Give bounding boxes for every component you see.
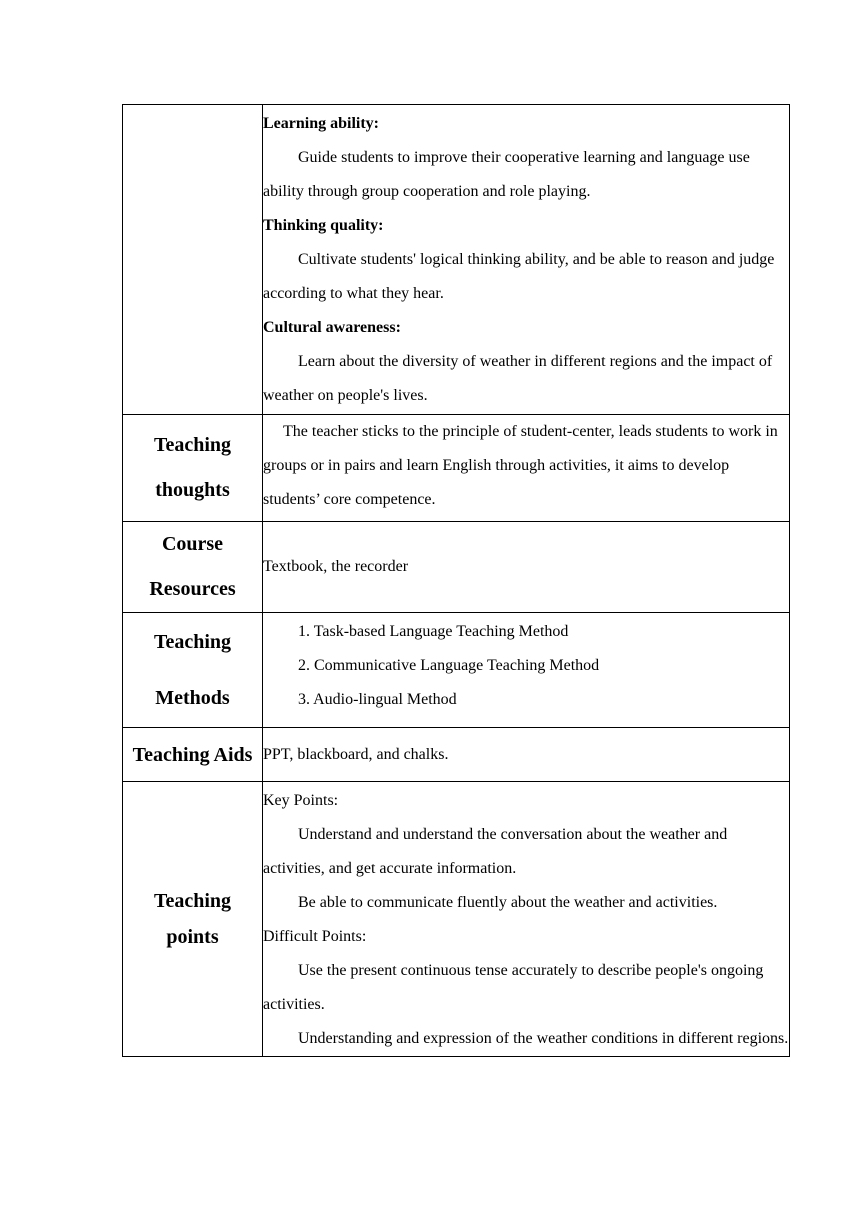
teaching-points-label-line2: points bbox=[166, 926, 219, 948]
key-points-heading: Key Points: bbox=[263, 792, 339, 809]
teaching-aids-text: PPT, blackboard, and chalks. bbox=[263, 745, 449, 763]
objectives-content bbox=[263, 105, 790, 415]
course-resources-row bbox=[123, 522, 790, 613]
teaching-methods-label bbox=[123, 613, 263, 728]
teaching-points-label bbox=[123, 782, 263, 1057]
lesson-plan-table bbox=[122, 104, 790, 1057]
objectives-label bbox=[123, 105, 263, 415]
teaching-aids-row bbox=[123, 728, 790, 782]
course-resources-label-line1: Course bbox=[161, 533, 224, 555]
method-item-2: 2. Communicative Language Teaching Method bbox=[298, 657, 600, 674]
learning-ability-heading: Learning ability: bbox=[263, 115, 380, 132]
difficult-point-item-2: Understanding and expression of the weather conditions in different regions. bbox=[298, 1030, 789, 1047]
teaching-methods-content bbox=[263, 613, 790, 728]
difficult-points-heading: Difficult Points: bbox=[263, 928, 367, 945]
course-resources-content bbox=[263, 522, 790, 613]
cultural-awareness-heading: Cultural awareness: bbox=[263, 319, 401, 336]
teaching-methods-label-line1: Teaching bbox=[153, 631, 232, 653]
teaching-thoughts-label-line1: Teaching bbox=[153, 434, 232, 456]
method-item-1: 1. Task-based Language Teaching Method bbox=[298, 623, 569, 640]
teaching-thoughts-label bbox=[123, 415, 263, 522]
objectives-row bbox=[123, 105, 790, 415]
teaching-thoughts-text: The teacher sticks to the principle of student-center, leads students to work in groups or in pairs and learn English through activities, it aims to develop students’ core competence. bbox=[263, 423, 778, 508]
key-point-item-2: Be able to communicate fluently about the weather and activities. bbox=[298, 894, 718, 911]
teaching-thoughts-label-line2: thoughts bbox=[155, 479, 230, 501]
teaching-points-row bbox=[123, 782, 790, 1057]
teaching-thoughts-row bbox=[123, 415, 790, 522]
thinking-quality-heading: Thinking quality: bbox=[263, 217, 384, 234]
teaching-aids-content bbox=[263, 728, 790, 782]
method-item-3: 3. Audio-lingual Method bbox=[298, 691, 457, 708]
teaching-points-content bbox=[263, 782, 790, 1057]
course-resources-label-line2: Resources bbox=[149, 578, 236, 600]
difficult-point-item-1: Use the present continuous tense accurately to describe people's ongoing activities. bbox=[263, 962, 764, 1013]
teaching-points-label-line1: Teaching bbox=[153, 890, 232, 912]
teaching-methods-label-line2: Methods bbox=[155, 687, 230, 709]
cultural-awareness-text: Learn about the diversity of weather in different regions and the impact of weather on people's lives. bbox=[263, 353, 773, 404]
teaching-aids-label: Teaching Aids bbox=[123, 728, 263, 782]
key-point-item-1: Understand and understand the conversation about the weather and activities, and get accurate information. bbox=[263, 826, 728, 877]
course-resources-text: Textbook, the recorder bbox=[263, 558, 409, 575]
learning-ability-text: Guide students to improve their cooperative learning and language use ability through group cooperation and role playing. bbox=[263, 149, 750, 200]
course-resources-label bbox=[123, 522, 263, 613]
thinking-quality-text: Cultivate students' logical thinking ability, and be able to reason and judge according to what they hear. bbox=[263, 251, 775, 302]
teaching-methods-row bbox=[123, 613, 790, 728]
teaching-thoughts-content bbox=[263, 415, 790, 522]
